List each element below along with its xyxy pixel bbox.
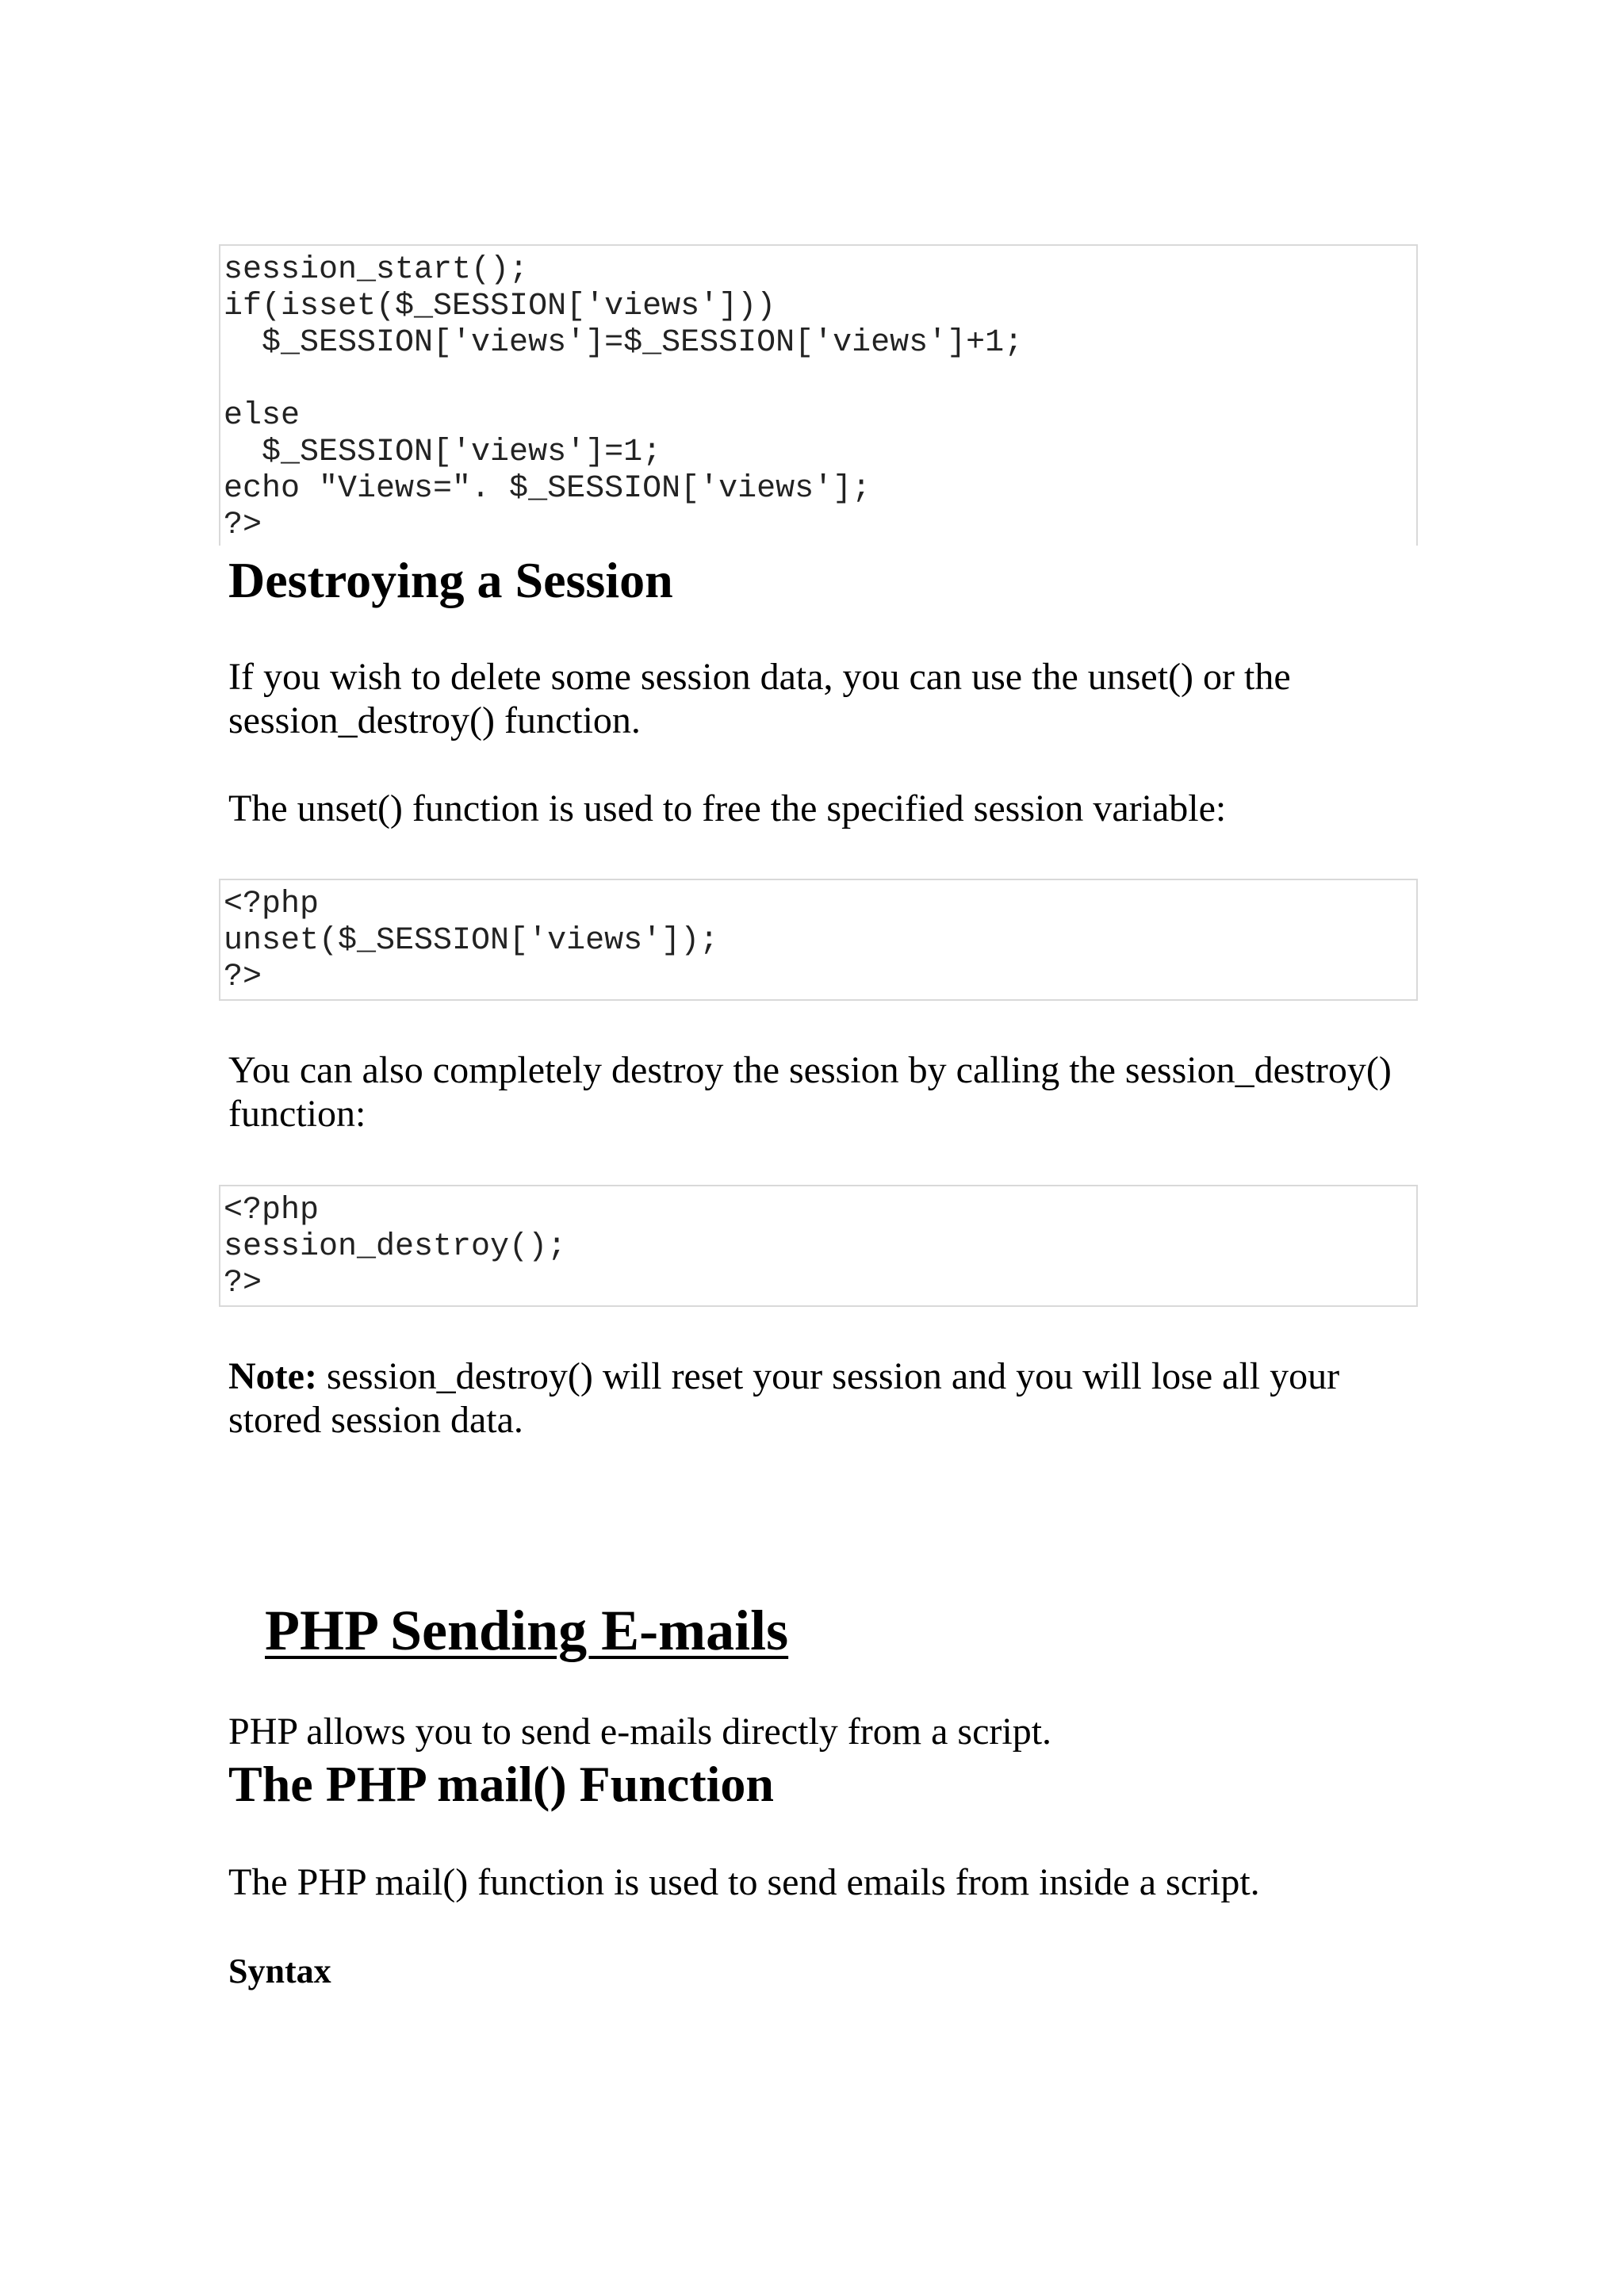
- code-block-unset: [219, 879, 1418, 1001]
- session-destroy-line-2: function:: [228, 1093, 366, 1135]
- code-line: [224, 362, 1413, 398]
- code-line: $_SESSION['views']=$_SESSION['views']+1;: [224, 325, 1024, 361]
- note-line-1: session_destroy() will reset your session and you will lose all your: [316, 1355, 1340, 1397]
- code-line: if(isset($_SESSION['views'])): [224, 289, 776, 324]
- code-line: <?php: [224, 1193, 320, 1228]
- note-line-2: stored session data.: [228, 1399, 523, 1441]
- unset-paragraph: The unset() function is used to free the specified session variable:: [228, 787, 1227, 829]
- code-block-session-counter: [219, 244, 1418, 546]
- session-destroy-line-1: You can also completely destroy the session by calling the session_destroy(): [228, 1049, 1392, 1091]
- section-heading-sending-emails: PHP Sending E-mails: [265, 1599, 789, 1662]
- session-destroy-paragraph: [228, 1048, 1418, 1136]
- code-block-session-destroy: [219, 1185, 1418, 1307]
- code-line: $_SESSION['views']=1;: [224, 435, 662, 470]
- code-line: session_destroy();: [224, 1229, 567, 1265]
- code-line: <?php: [224, 887, 320, 922]
- syntax-subheading: Syntax: [228, 1952, 331, 1990]
- code-line: ?>: [224, 1266, 262, 1301]
- destroy-intro-paragraph: [228, 655, 1418, 742]
- code-line: unset($_SESSION['views']);: [224, 923, 719, 959]
- note-label: Note:: [228, 1355, 317, 1397]
- note-paragraph: [228, 1354, 1418, 1442]
- destroy-intro-line-1: If you wish to delete some session data, you can use the unset() or the: [228, 656, 1291, 698]
- mail-function-paragraph: The PHP mail() function is used to send emails from inside a script.: [228, 1861, 1260, 1903]
- section-heading-mail-function: The PHP mail() Function: [228, 1756, 774, 1812]
- code-line: echo "Views=". $_SESSION['views'];: [224, 471, 871, 507]
- section-heading-destroying-session: Destroying a Session: [228, 552, 673, 608]
- code-line: ?>: [224, 508, 262, 543]
- destroy-intro-line-2: session_destroy() function.: [228, 699, 641, 741]
- code-line: session_start();: [224, 252, 529, 288]
- code-line: else: [224, 398, 301, 434]
- email-intro-paragraph: PHP allows you to send e-mails directly from a script.: [228, 1711, 1052, 1753]
- code-line: ?>: [224, 960, 262, 995]
